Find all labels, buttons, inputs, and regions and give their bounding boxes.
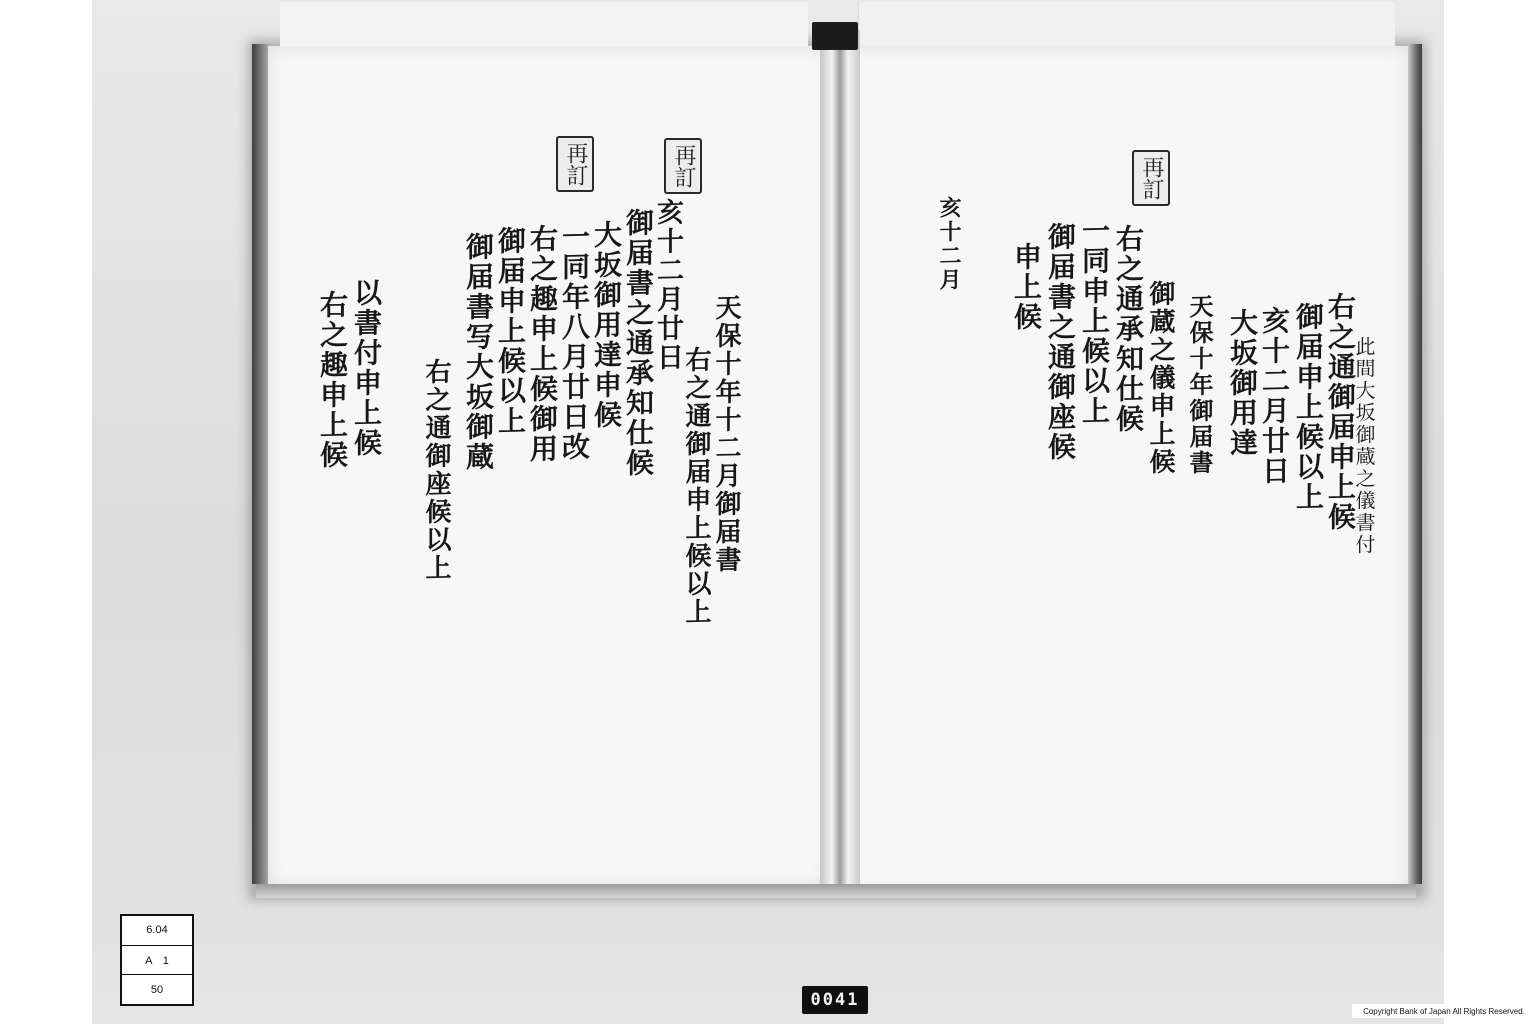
- binding-clip: [812, 22, 858, 50]
- catalog-label-row-3: 50: [150, 983, 164, 996]
- left-column-9: 御届書写大坂御蔵: [462, 231, 495, 473]
- left-column-11: 以書付申上候: [350, 277, 383, 459]
- left-column-3: 亥十二月廿日: [652, 197, 683, 373]
- right-column-11: 申上候: [1010, 241, 1043, 333]
- catalog-label-row-2: A 1: [122, 946, 192, 976]
- left-column-1: 天保十年十二月御届書: [711, 293, 741, 575]
- left-column-6: 一同年八月廿日改: [558, 221, 591, 463]
- right-column-6: 天保十年御届書: [1185, 293, 1214, 477]
- right-column-10: 御届書之通御座候: [1044, 221, 1077, 463]
- catalog-label: [120, 914, 194, 1006]
- right-column-4: 亥十二月廿日: [1258, 305, 1291, 487]
- left-page: [268, 46, 828, 886]
- revision-seal-3: 再訂: [1132, 150, 1170, 206]
- right-column-2: 此間大坂御蔵之儀書付: [1352, 335, 1376, 557]
- left-column-12: 右之趣申上候: [316, 289, 349, 471]
- right-column-3: 御届申上候以上: [1292, 301, 1325, 513]
- book-gutter: [820, 30, 860, 894]
- right-column-5: 大坂御用達: [1226, 307, 1259, 459]
- revision-seal-1: 再訂: [556, 136, 594, 192]
- right-cover-edge: [1408, 44, 1422, 884]
- right-page: [842, 46, 1408, 892]
- right-column-1: 右之通御届申上候: [1324, 291, 1357, 533]
- right-column-12: 亥十二月: [936, 195, 962, 293]
- right-column-7: 御蔵之儀申上候: [1145, 279, 1175, 477]
- left-column-2: 右之通御届申上候以上: [681, 345, 711, 627]
- catalog-label-row-1: 6.04: [122, 916, 192, 946]
- right-column-8: 右之通承知仕候: [1112, 223, 1145, 435]
- left-column-8: 御届申上候以上: [494, 225, 527, 437]
- left-column-7: 右之趣申上候御用: [526, 223, 559, 465]
- frame-number: 0041: [802, 986, 868, 1014]
- right-column-9: 一同申上候以上: [1078, 215, 1111, 427]
- revision-seal-2: 再訂: [664, 138, 702, 194]
- left-column-4: 御届書之通承知仕候: [622, 207, 655, 479]
- left-column-10: 右之通御座候以上: [421, 357, 451, 583]
- page-bottom-edge: [256, 884, 1416, 898]
- copyright-notice: Copyright Bank of Japan All Rights Reserved.: [1352, 1004, 1536, 1018]
- left-column-5: 大坂御用達申候: [590, 219, 623, 431]
